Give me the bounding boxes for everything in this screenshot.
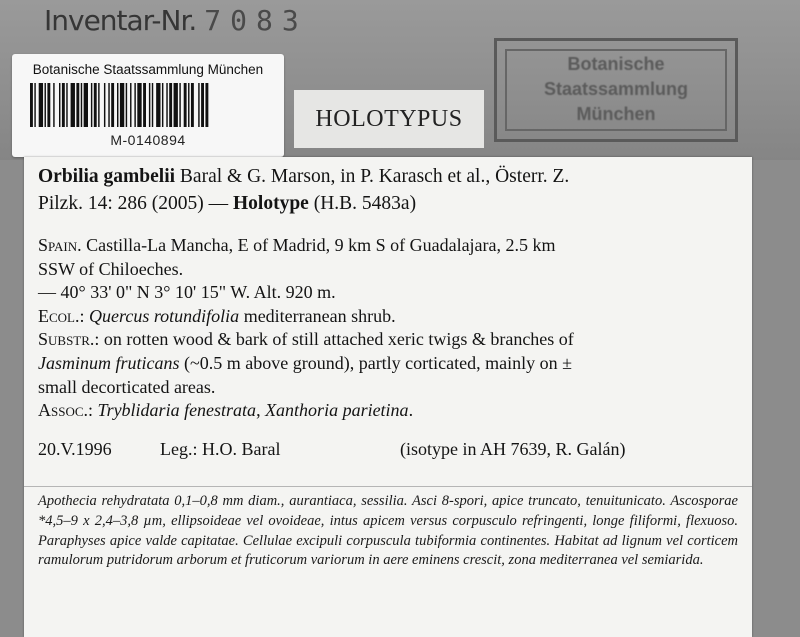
locality-line-2: SSW of Chiloeches. bbox=[38, 258, 184, 279]
substrate-text-1: : on rotten wood & bark of still attached xeric twigs & branches of bbox=[94, 329, 574, 350]
barcode-bar bbox=[59, 83, 60, 127]
association-prefix: Assoc. bbox=[38, 400, 89, 421]
collection-row bbox=[38, 439, 738, 465]
locality-line-1 bbox=[38, 234, 738, 258]
barcode-bar bbox=[39, 83, 43, 127]
barcode-icon bbox=[30, 83, 268, 127]
publication-line-1 bbox=[38, 163, 738, 190]
stamp-line-1: Botanische bbox=[567, 54, 665, 74]
label-divider bbox=[24, 486, 752, 487]
country: Spain bbox=[38, 235, 78, 255]
barcode-bar bbox=[66, 83, 67, 127]
holotypus-text: HOLOTYPUS bbox=[315, 105, 463, 132]
barcode-bar bbox=[143, 83, 146, 127]
inventory-number bbox=[44, 4, 308, 42]
barcode-bar bbox=[191, 83, 194, 127]
publication-ref: Pilzk. 14: 286 (2005) — bbox=[38, 193, 233, 214]
inventory-label: Inventar-Nr. bbox=[44, 4, 197, 37]
latin-description: Apothecia rehydratata 0,1–0,8 mm diam., aurantiaca, sessilia. Asci 8-spori, apice truncato, tenuitunicato. Ascosporae *4,5–9 x 2,4–3,8 µm, ellipsoideae vel ovoideae, intus apicem versus corpusculo refringenti, longe filiformi, flexuoso. Paraphyses apice valde capitatae. Cellulae excipuli corpuscula tubiformia continentes. Habitat ad lignum vel corticem ramulorum putridorum arborum et fruticorum variorum in aere eminens crescit, zona mediterranea vel semiarida. bbox=[38, 493, 738, 569]
association-colon: : bbox=[88, 400, 98, 421]
barcode-label bbox=[12, 54, 284, 157]
locality-block bbox=[38, 234, 738, 423]
collector: Leg.: H.O. Baral bbox=[160, 438, 281, 459]
association-comma: , bbox=[256, 400, 266, 421]
substrate-line-2 bbox=[38, 352, 738, 376]
barcode-bar bbox=[111, 83, 114, 127]
barcode-bar bbox=[84, 83, 88, 127]
barcode-bar bbox=[156, 83, 160, 127]
barcode-bar bbox=[104, 83, 105, 127]
barcode-bar bbox=[53, 83, 54, 127]
isotype-note: (isotype in AH 7639, R. Galán) bbox=[400, 438, 626, 459]
institution-stamp bbox=[494, 38, 738, 142]
barcode-bar bbox=[188, 83, 189, 127]
barcode-bar bbox=[166, 83, 167, 127]
publication-line-2 bbox=[38, 190, 738, 217]
stamp-line-2: Staatssammlung bbox=[543, 79, 689, 99]
specimen-label bbox=[24, 157, 752, 637]
barcode-bar bbox=[62, 83, 65, 127]
barcode-bar bbox=[45, 83, 46, 127]
ecology-rest: mediterranean shrub. bbox=[239, 305, 396, 326]
barcode-bar bbox=[130, 83, 131, 127]
barcode-bar bbox=[76, 83, 79, 127]
substrate-prefix: Substr. bbox=[38, 329, 95, 350]
barcode-bar bbox=[134, 83, 135, 127]
barcode-bar bbox=[30, 83, 33, 127]
barcode-bar bbox=[184, 83, 187, 127]
barcode-bar bbox=[94, 83, 97, 127]
substrate-species: Jasminum fruticans bbox=[38, 352, 180, 373]
barcode-bar bbox=[179, 83, 180, 127]
barcode-bar bbox=[117, 83, 118, 127]
authority: Baral & G. Marson, in P. Karasch et al., Österr. Z. bbox=[175, 166, 570, 187]
collection-date: 20.V.1996 bbox=[38, 438, 112, 459]
barcode-code: M-0140894 bbox=[110, 132, 186, 148]
barcode-bar bbox=[34, 83, 35, 127]
barcode-bar bbox=[162, 83, 163, 127]
barcode-bar bbox=[47, 83, 50, 127]
taxon-name: Orbilia gambelii bbox=[38, 166, 176, 187]
barcode-bar bbox=[98, 83, 99, 127]
barcode-institution: Botanische Staatssammlung München bbox=[32, 62, 264, 77]
barcode-bar bbox=[152, 83, 153, 127]
coordinates: — 40° 33' 0" N 3° 10' 15" W. Alt. 920 m. bbox=[38, 282, 336, 303]
ecology-line bbox=[38, 305, 738, 329]
locality-text-1: . Castilla-La Mancha, E of Madrid, 9 km S of Guadalajara, 2.5 km bbox=[77, 235, 556, 255]
barcode-bar bbox=[126, 83, 127, 127]
ecology-prefix: Ecol. bbox=[38, 305, 80, 326]
barcode-bar bbox=[91, 83, 92, 127]
barcode-bar bbox=[81, 83, 82, 127]
ecology-colon: : bbox=[79, 305, 90, 326]
barcode-bar bbox=[174, 83, 178, 127]
stamp-line-3: München bbox=[576, 104, 656, 124]
barcode-bar bbox=[169, 83, 172, 127]
barcode-bar bbox=[108, 83, 109, 127]
barcode-bar bbox=[205, 83, 208, 127]
association-end: . bbox=[408, 400, 414, 421]
substrate-line-1 bbox=[38, 328, 738, 352]
barcode-bar bbox=[137, 83, 141, 127]
association-species-2: Xanthoria parietina bbox=[265, 400, 409, 421]
barcode-bar bbox=[120, 83, 124, 127]
holotype-word: Holotype bbox=[233, 193, 309, 214]
barcode-bar bbox=[71, 83, 75, 127]
association-species-1: Tryblidaria fenestrata bbox=[97, 400, 257, 421]
holotypus-label bbox=[294, 90, 484, 148]
publication-block bbox=[38, 163, 738, 217]
inventory-value: 7083 bbox=[204, 4, 308, 37]
barcode-bar bbox=[198, 83, 199, 127]
ecology-species: Quercus rotundifolia bbox=[89, 305, 240, 326]
substrate-line-3: small decorticated areas. bbox=[38, 376, 216, 397]
barcode-bar bbox=[149, 83, 150, 127]
holotype-id: (H.B. 5483a) bbox=[308, 193, 417, 214]
substrate-text-2: (~0.5 m above ground), partly corticated, mainly on ± bbox=[179, 352, 573, 373]
barcode-bar bbox=[201, 83, 204, 127]
association-line bbox=[38, 399, 738, 423]
